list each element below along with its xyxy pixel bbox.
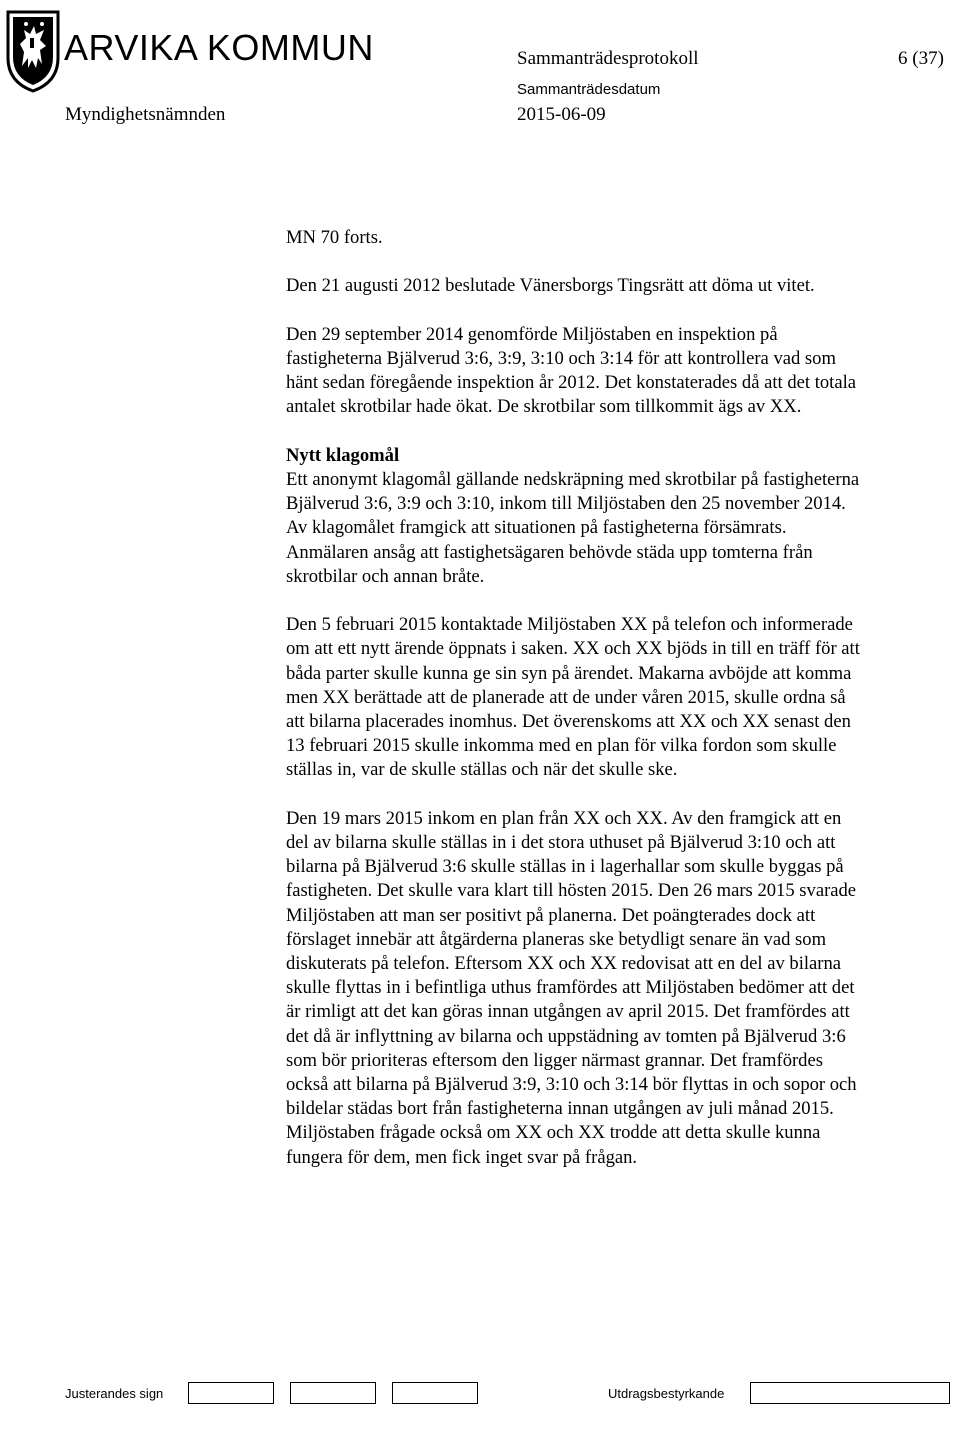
footer-signature-label: Justerandes sign [65, 1386, 164, 1401]
text-line: fastigheterna Bjälverud 3:6, 3:9, 3:10 och 3:14 för att kontrollera vad som [286, 347, 836, 369]
text-line: hänt sedan föregående inspektion år 2012. Det konstaterades då att det totala [286, 372, 857, 394]
paragraph-plan [286, 807, 951, 1170]
text-line: diskuterats på telefon. Eftersom XX och XX redovisat att en del av bilarna [286, 953, 842, 975]
text-line: förslaget innebär att åtgärderna planeras ske betydligt senare än vad som [286, 928, 827, 950]
page-number: 6 (37) [898, 48, 944, 69]
text-line: Miljöstaben att man ser positivt på planerna. Det poängterades dock att [286, 904, 816, 926]
signature-box [188, 1382, 274, 1404]
text-line: Ett anonymt klagomål gällande nedskräpning med skrotbilar på fastigheterna [286, 468, 860, 490]
paragraph-contact [286, 613, 951, 782]
text-line: antalet skrotbilar hade ökat. De skrotbilar som tillkommit ägs av XX. [286, 396, 802, 418]
text-line: skrotbilar och annan bråte. [286, 565, 485, 587]
text-line: Bjälverud 3:6, 3:9 och 3:10, inkom till Miljöstaben den 25 november 2014. [286, 493, 846, 515]
text-line: bilarna på Bjälverud 3:6 skulle ställas in i lagerhallar som skulle byggas på [286, 856, 844, 878]
text-line: Den 29 september 2014 genomförde Miljöstaben en inspektion på [286, 323, 778, 345]
paragraph-verdict: Den 21 augusti 2012 beslutade Vänersborgs Tingsrätt att döma ut vitet. [286, 275, 815, 297]
text-line: skulle flyttas in i befintliga uthus framfördes att Miljöstaben bedömer att det [286, 977, 855, 999]
text-line: är rimligt att det kan göras innan utgången av april 2015. Det framfördes att [286, 1001, 850, 1023]
text-line: som bör prioriteras eftersom den ligger närmast grannar. Det framfördes [286, 1049, 823, 1071]
certification-box [750, 1382, 950, 1404]
document-title: Sammanträdesprotokoll [517, 48, 699, 69]
text-line: Den 19 mars 2015 inkom en plan från XX och XX. Av den framgick att en [286, 807, 842, 829]
paragraph-heading: MN 70 forts. [286, 227, 383, 248]
text-line: Miljöstaben frågade också om XX och XX trodde att detta skulle kunna [286, 1122, 821, 1144]
text-line: del av bilarna skulle ställas in i det stora uthuset på Bjälverud 3:10 och att [286, 832, 836, 853]
coat-of-arms-icon [4, 8, 62, 94]
signature-box [392, 1382, 478, 1404]
meeting-date-label: Sammanträdesdatum [517, 81, 661, 98]
text-line: om att ett nytt ärende öppnats i saken. XX och XX bjöds in till en träff för att [286, 638, 860, 660]
text-line: Den 5 februari 2015 kontaktade Miljöstaben XX på telefon och informerade [286, 614, 853, 636]
text-line: det då är inflyttning av bilarna och uppstädning av tomten på Bjälverud 3:6 [286, 1025, 846, 1047]
paragraph-complaint [286, 468, 951, 589]
text-line: Anmälaren ansåg att fastighetsägaren behövde städa upp tomterna från [286, 541, 813, 563]
signature-box [290, 1382, 376, 1404]
text-line: båda parter skulle kunna ge sin syn på ärendet. Makarna avböjde att komma [286, 662, 852, 684]
text-line: också att bilarna på Bjälverud 3:9, 3:10 och 3:14 bör flyttas in och sopor och [286, 1074, 857, 1096]
paragraph-inspection [286, 323, 951, 420]
text-line: bildelar städas bort från fastigheterna innan utgången av juli månad 2015. [286, 1098, 834, 1120]
municipality-logo-text: ARVIKA KOMMUN [64, 27, 374, 68]
document-body [286, 226, 951, 1170]
footer-certification-label: Utdragsbestyrkande [608, 1386, 725, 1401]
text-line: fastigheten. Det skulle vara klart till hösten 2015. Den 26 mars 2015 svarade [286, 880, 857, 902]
text-line: fungera för dem, men fick inget svar på frågan. [286, 1146, 638, 1168]
section-heading: Nytt klagomål [286, 444, 400, 466]
text-line: ställas in, var de skulle ställas och när det skulle ske. [286, 759, 678, 781]
text-line: 13 februari 2015 skulle inkomma med en plan för vilka fordon som skulle [286, 735, 837, 757]
meeting-date: 2015-06-09 [517, 104, 606, 125]
text-line: Av klagomålet framgick att situationen på fastigheterna försämrats. [286, 517, 787, 539]
text-line: att bilarna placerades inomhus. Det överenskoms att XX och XX senast den [286, 711, 851, 732]
text-line: men XX berättade att de planerade att de under våren 2015, skulle ordna så [286, 686, 846, 708]
department-name: Myndighetsnämnden [65, 104, 226, 125]
